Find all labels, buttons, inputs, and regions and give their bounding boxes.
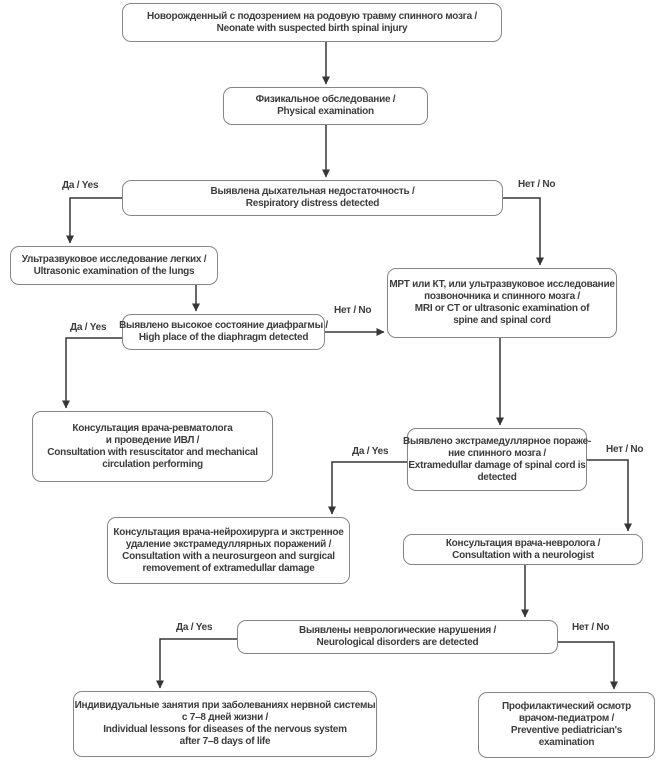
node-neurological-disorders: Выявлены неврологические нарушения / Neurological disorders are detected [237, 620, 558, 654]
edge-label-no-respiratory: Нет / No [518, 179, 556, 190]
edge-label-yes-respiratory: Да / Yes [62, 180, 99, 191]
node-individual-lessons: Индивидуальные занятия при заболеваниях нервной системы с 7–8 дней жизни / Individual lessons for diseases of the nervous system after 7–8 days of life [73, 691, 377, 757]
node-extramedullar-damage: Выявлено экстрамедуллярное пораже- ние спинного мозга / Extramedullar damage of spinal cord is detected [407, 428, 587, 491]
node-pediatrician-examination: Профилактический осмотр врачом-педиатром / Preventive pediatrician's examination [478, 692, 655, 758]
edge-label-yes-diaphragm: Да / Yes [70, 322, 107, 333]
edge-disord-yes-lessons [160, 639, 237, 688]
edge-label-yes-disorders: Да / Yes [176, 622, 213, 633]
edge-label-no-extramedullar: Нет / No [606, 444, 644, 455]
edge-label-no-diaphragm: Нет / No [334, 305, 372, 316]
edge-resp-no-mri [503, 198, 540, 265]
node-respiratory-distress: Выявлена дыхательная недостаточность / Respiratory distress detected [122, 180, 503, 216]
node-resuscitator-consultation: Консультация врача-ревматолога и проведение ИВЛ / Consultation with resuscitator and mechanical circulation performing [32, 411, 273, 482]
edge-disord-no-pedia [558, 642, 614, 689]
node-start: Новорожденный с подозрением на родовую травму спинного мозга / Neonate with suspected birth spinal injury [122, 3, 502, 42]
edge-diaphragm-yes-resus [66, 338, 122, 408]
node-mri-ct-ultrasound: МРТ или КТ, или ультразвуковое исследование позвоночника и спинного мозга / MRI or CT or ultrasonic examination of spine and spinal cord [387, 268, 617, 338]
node-diaphragm-detected: Выявлено высокое состояние диафрагмы / High place of the diaphragm detected [122, 314, 325, 350]
edge-extra-yes-surg [332, 462, 407, 514]
node-lung-ultrasound: Ультразвуковое исследование легких / Ultrasonic examination of the lungs [10, 246, 218, 285]
edge-label-yes-extramedullar: Да / Yes [352, 446, 389, 457]
edge-extra-no-neurol [587, 460, 628, 531]
edge-label-no-disorders: Нет / No [572, 622, 610, 633]
node-neurologist-consultation: Консультация врача-невролога / Consultation with a neurologist [403, 534, 643, 565]
edge-resp-yes-lung [70, 198, 122, 243]
node-neurosurgeon-consultation: Консультация врача-нейрохирурга и экстренное удаление экстрамедуллярных поражений / Consultation with a neurosurgeon and surgical removement of extramedullar damage [107, 517, 350, 584]
node-physical-exam: Физикальное обследование / Physical examination [223, 87, 428, 125]
